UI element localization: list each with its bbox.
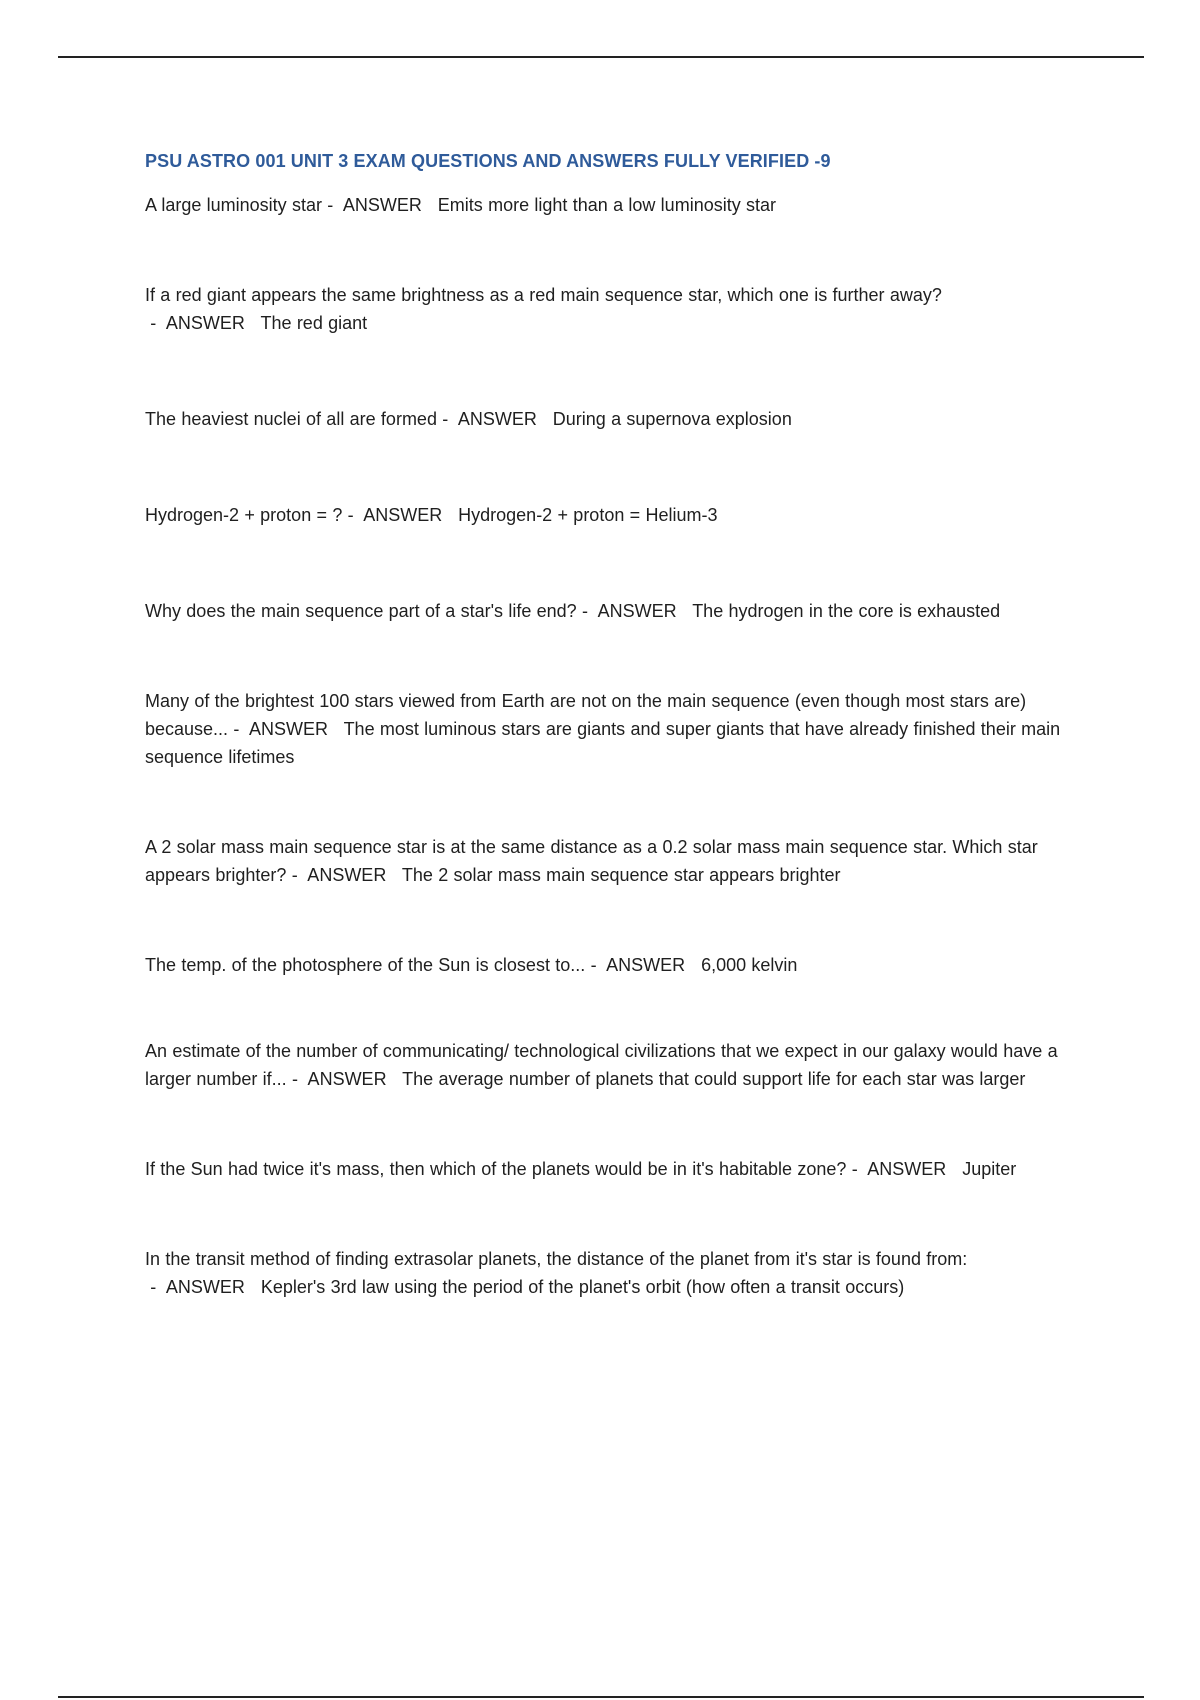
answer-text: 6,000 kelvin [701,955,798,975]
qa-item [145,1245,1085,1301]
answer-separator: - ANSWER [846,1159,963,1179]
answer-text: The red giant [260,313,368,333]
footer-rule [58,1696,1144,1698]
qa-item [145,597,1085,625]
answer-separator: - ANSWER [286,865,402,885]
question-text: Why does the main sequence part of a star's life end? [145,601,577,621]
answer-separator: - ANSWER [321,195,438,215]
question-text: The temp. of the photosphere of the Sun is closest to... [145,955,586,975]
qa-item [145,1155,1085,1183]
qa-item [145,191,1085,219]
answer-separator: - ANSWER [228,719,344,739]
qa-item [145,281,1085,337]
answer-text: The 2 solar mass main sequence star appears brighter [401,865,841,885]
question-text: The heaviest nuclei of all are formed [145,409,437,429]
answer-separator: - ANSWER [576,601,693,621]
answer-separator: - ANSWER [286,1069,403,1089]
question-text: If a red giant appears the same brightness as a red main sequence star, which one is further away? [145,285,942,305]
question-text: An estimate of the number of communicating/ technological civilizations that we expect in our galaxy would have a larger number if... [145,1041,1058,1089]
qa-item [145,951,1085,979]
answer-text: Kepler's 3rd law using the period of the planet's orbit (how often a transit occurs) [260,1277,905,1297]
question-text: Many of the brightest 100 stars viewed from Earth are not on the main sequence (even though most stars are) because... [145,691,1027,739]
question-text: A large luminosity star [145,195,322,215]
answer-separator: - ANSWER [436,409,553,429]
question-text: In the transit method of finding extrasolar planets, the distance of the planet from it's star is found from: [145,1249,968,1269]
answer-text: The average number of planets that could support life for each star was larger [402,1069,1026,1089]
qa-item [145,405,1085,433]
answer-text: Emits more light than a low luminosity star [437,195,777,215]
question-text: If the Sun had twice it's mass, then which of the planets would be in it's habitable zone? [145,1159,847,1179]
document-title: PSU ASTRO 001 UNIT 3 EXAM QUESTIONS AND ANSWERS FULLY VERIFIED -9 [145,151,831,171]
question-text: A 2 solar mass main sequence star is at the same distance as a 0.2 solar mass main sequence star. Which star appears brighter? [145,837,1038,885]
qa-item [145,687,1085,771]
qa-item [145,501,1085,529]
answer-text: The most luminous stars are giants and super giants that have already finished their main sequence lifetimes [145,719,1061,767]
question-text: Hydrogen-2 + proton = ? [145,505,343,525]
answer-separator: - ANSWER [585,955,702,975]
answer-separator: - ANSWER [145,313,261,333]
answer-separator: - ANSWER [342,505,459,525]
answer-text: Hydrogen-2 + proton = Helium-3 [458,505,718,525]
answer-separator: - ANSWER [145,1277,261,1297]
answer-text: Jupiter [962,1159,1017,1179]
qa-item [145,1037,1085,1093]
header-rule [58,56,1144,58]
qa-item [145,833,1085,889]
answer-text: The hydrogen in the core is exhausted [692,601,1001,621]
answer-text: During a supernova explosion [552,409,792,429]
document-body [145,148,1085,1301]
